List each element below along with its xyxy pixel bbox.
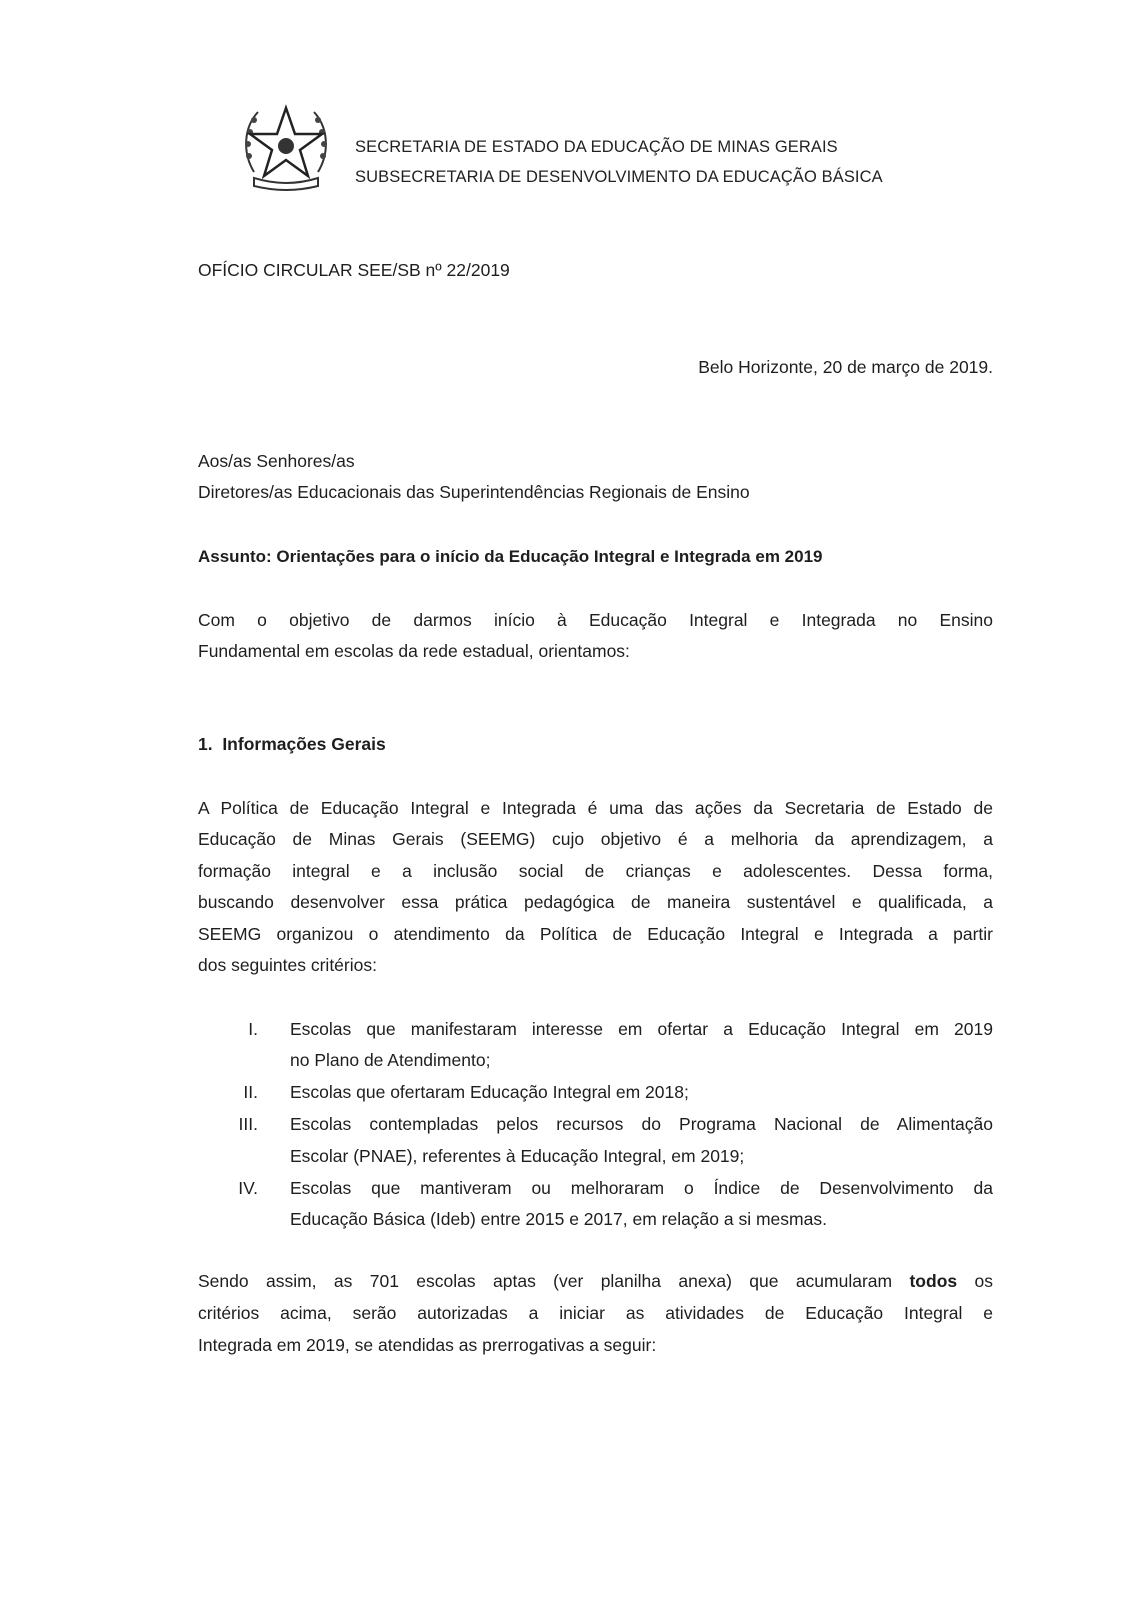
criterion-text: Escolas contempladas pelos recursos do Programa Nacional de Alimentação <box>290 1114 993 1134</box>
state-coat-of-arms-emblem <box>240 102 332 194</box>
paragraph-line: Educação de Minas Gerais (SEEMG) cujo objetivo é a melhoria da aprendizagem, a <box>198 829 993 849</box>
criterion-number: II. <box>243 1082 258 1102</box>
intro-line: Fundamental em escolas da rede estadual, orientamos: <box>198 641 630 661</box>
criterion-text: no Plano de Atendimento; <box>290 1050 491 1070</box>
conclusion-text: Sendo assim, as 701 escolas aptas (ver planilha anexa) que acumularam <box>198 1271 893 1291</box>
paragraph-line: A Política de Educação Integral e Integrada é uma das ações da Secretaria de Estado de <box>198 798 993 818</box>
emphasis-todos: todos <box>909 1271 958 1291</box>
conclusion-text: os <box>974 1271 993 1291</box>
document-reference: OFÍCIO CIRCULAR SEE/SB nº 22/2019 <box>198 260 510 280</box>
document-date: Belo Horizonte, 20 de março de 2019. <box>698 357 993 377</box>
recipient-line: Aos/as Senhores/as <box>198 451 355 471</box>
criterion-text: Escolas que mantiveram ou melhoraram o Índice de Desenvolvimento da <box>290 1178 993 1198</box>
criterion-number: III. <box>238 1114 258 1134</box>
header-secretaria: SECRETARIA DE ESTADO DA EDUCAÇÃO DE MINAS GERAIS <box>355 138 838 156</box>
criterion-text: Educação Básica (Ideb) entre 2015 e 2017, em relação a si mesmas. <box>290 1209 827 1229</box>
header-subsecretaria: SUBSECRETARIA DE DESENVOLVIMENTO DA EDUCAÇÃO BÁSICA <box>355 168 883 186</box>
criterion-number: I. <box>248 1019 258 1039</box>
conclusion-line <box>198 1270 993 1292</box>
section-heading: 1. Informações Gerais <box>198 734 386 754</box>
paragraph-line: dos seguintes critérios: <box>198 955 377 975</box>
paragraph-line: SEEMG organizou o atendimento da Política de Educação Integral e Integrada a partir <box>198 924 993 944</box>
paragraph-line: formação integral e a inclusão social de crianças e adolescentes. Dessa forma, <box>198 861 993 881</box>
criterion-number: IV. <box>238 1178 258 1198</box>
intro-line: Com o objetivo de darmos início à Educação Integral e Integrada no Ensino <box>198 610 993 630</box>
criterion-text: Escolas que ofertaram Educação Integral em 2018; <box>290 1082 689 1102</box>
conclusion-line: Integrada em 2019, se atendidas as prerrogativas a seguir: <box>198 1335 657 1355</box>
criterion-text: Escolar (PNAE), referentes à Educação Integral, em 2019; <box>290 1146 745 1166</box>
recipient-line: Diretores/as Educacionais das Superintendências Regionais de Ensino <box>198 482 750 502</box>
paragraph-line: buscando desenvolver essa prática pedagógica de maneira sustentável e qualificada, a <box>198 892 993 912</box>
criterion-text: Escolas que manifestaram interesse em ofertar a Educação Integral em 2019 <box>290 1019 993 1039</box>
subject: Assunto: Orientações para o início da Educação Integral e Integrada em 2019 <box>198 547 823 566</box>
conclusion-line: critérios acima, serão autorizadas a iniciar as atividades de Educação Integral e <box>198 1303 993 1323</box>
